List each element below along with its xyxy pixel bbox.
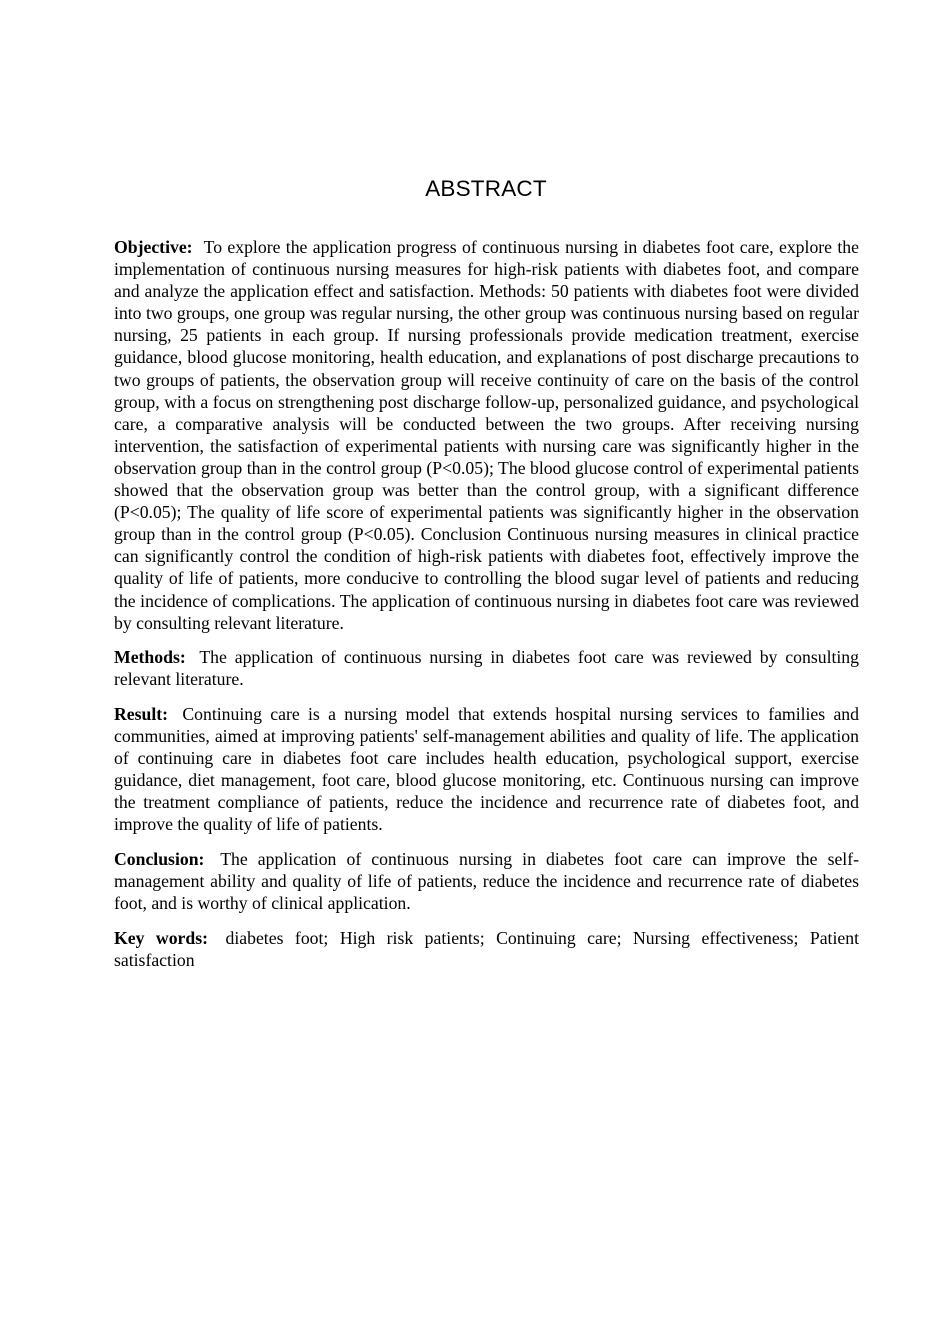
abstract-body [114, 236, 859, 983]
methods-label: Methods: [114, 647, 186, 668]
keywords-paragraph [114, 927, 859, 971]
methods-text: The application of continuous nursing in diabetes foot care was reviewed by consulting relevant literature. [114, 647, 859, 690]
objective-label: Objective: [114, 237, 193, 257]
result-paragraph [114, 703, 859, 836]
keywords-text: diabetes foot; High risk patients; Continuing care; Nursing effectiveness; Patient satisfaction [114, 927, 859, 970]
objective-text: To explore the application progress of continuous nursing in diabetes foot care, explore the implementation of continuous nursing measures for high-risk patients with diabetes foot, and compare and analyze the application effect and satisfaction. Methods: 50 patients with diabetes foot were divided into two groups, one group was regular nursing, the other group was continuous nursing based on regular nursing, 25 patients in each group. If nursing professionals provide medication treatment, exercise guidance, blood glucose monitoring, health education, and explanations of post discharge precautions to two groups of patients, the observation group will receive continuity of care on the basis of the control group, with a focus on strengthening post discharge follow-up, personalized guidance, and psychological care, a comparative analysis will be conducted between the two groups. After receiving nursing intervention, the satisfaction of experimental patients with nursing care was significantly higher in the observation group than in the control group (P<0.05); The blood glucose control of experimental patients showed that the observation group was better than the control group, with a significant difference (P<0.05); The quality of life score of experimental patients was significantly higher in the observation group than in the control group (P<0.05). Conclusion Continuous nursing measures in clinical practice can significantly control the condition of high-risk patients with diabetes foot, effectively improve the quality of life of patients, more conducive to controlling the blood sugar level of patients and reducing the incidence of complications. The application of continuous nursing in diabetes foot care was reviewed by consulting relevant literature. [114, 237, 859, 633]
abstract-title: ABSTRACT [425, 176, 547, 201]
conclusion-label: Conclusion: [114, 848, 205, 869]
keywords-label: Key words: [114, 927, 209, 948]
result-text: Continuing care is a nursing model that extends hospital nursing services to families and communities, aimed at improving patients' self-management abilities and quality of life. The application of continuing care in diabetes foot care includes health education, psychological support, exercise guidance, diet management, foot care, blood glucose monitoring, etc. Continuous nursing can improve the treatment compliance of patients, reduce the incidence and recurrence rate of diabetes foot, and improve the quality of life of patients. [114, 703, 859, 835]
conclusion-text: The application of continuous nursing in diabetes foot care can improve the self-management ability and quality of life of patients, reduce the incidence and recurrence rate of diabetes foot, and is worthy of clinical application. [114, 848, 859, 914]
result-label: Result: [114, 703, 169, 724]
conclusion-paragraph [114, 848, 859, 914]
objective-paragraph [114, 236, 859, 634]
methods-paragraph [114, 646, 859, 690]
